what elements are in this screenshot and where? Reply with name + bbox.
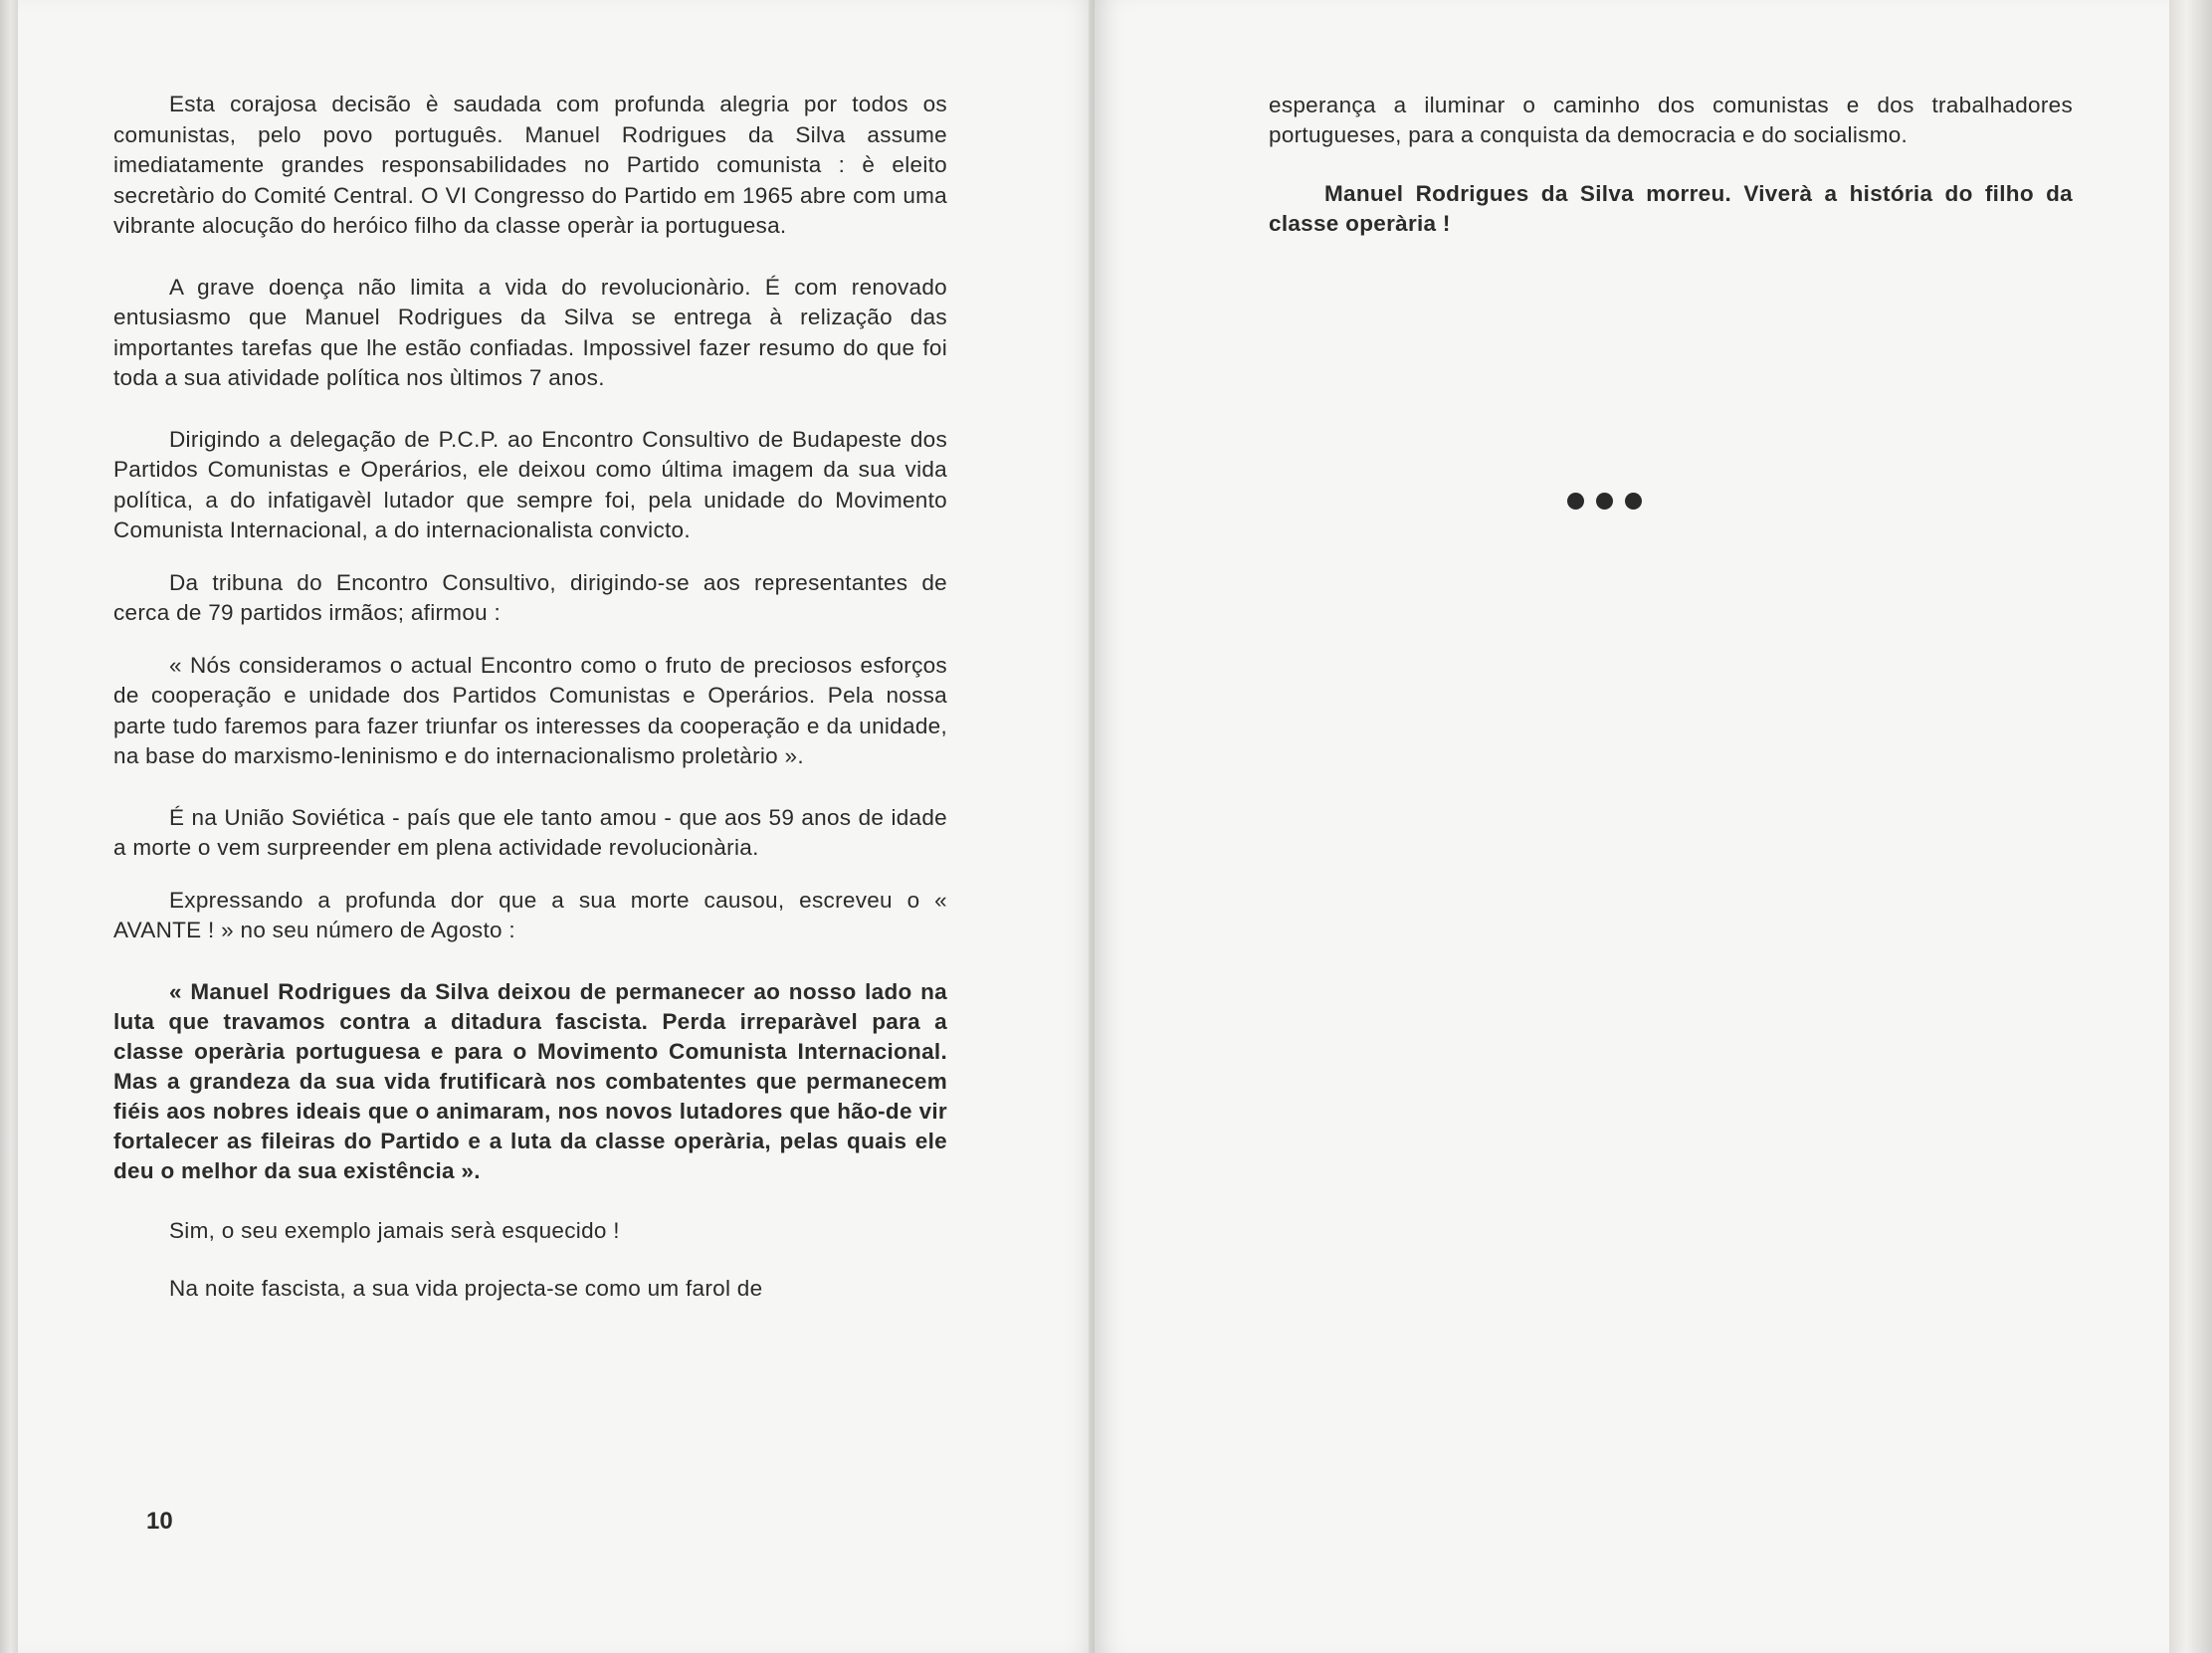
left-page-edges <box>0 0 18 1653</box>
page-number: 10 <box>146 1508 173 1535</box>
paragraph: Dirigindo a delegação de P.C.P. ao Encontro Consultivo de Budapeste dos Partidos Comunistas e Operários, ele deixou como última imagem da sua vida política, a do infatigavèl lutador que sempre foi, pela unidade do Movimento Comunista Internacional, a do internacionalista convicto. <box>113 426 947 542</box>
right-page <box>1095 0 2169 1653</box>
paragraph: Na noite fascista, a sua vida projecta-se como um farol de <box>169 1276 763 1301</box>
dot-icon <box>1625 493 1642 510</box>
left-text-column <box>113 90 947 1336</box>
right-page-edges <box>2169 0 2212 1653</box>
paragraph: Esta corajosa decisão è saudada com profunda alegria por todos os comunistas, pelo povo português. Manuel Rodrigues da Silva assume imediatamente grandes responsabilidades no Partido comunista : è eleito secretàrio do Comité Central. O VI Congresso do Partido em 1965 abre com uma vibrante alocução do heróico filho da classe operàr ia portuguesa. <box>113 92 947 238</box>
avante-quote: « Manuel Rodrigues da Silva deixou de permanecer ao nosso lado na luta que travamos contra a ditadura fascista. Perda irreparàvel para a classe operària portuguesa e para o Movimento Comunista Internacional. Mas a grandeza da sua vida frutificarà nos combatentes que permanecem fiéis aos nobres ideais que o animaram, nos novos lutadores que hão-de vir fortalecer as fileiras do Partido e a luta da classe operària, pelas quais ele deu o melhor da sua existência ». <box>113 978 947 1183</box>
dot-icon <box>1596 493 1613 510</box>
dot-icon <box>1567 493 1584 510</box>
paragraph: Sim, o seu exemplo jamais serà esquecido ! <box>169 1217 620 1243</box>
paragraph: esperança a iluminar o caminho dos comunistas e dos trabalhadores portugueses, para a conquista da democracia e do socialismo. <box>1269 93 2073 147</box>
paragraph: Expressando a profunda dor que a sua morte causou, escreveu o « AVANTE ! » no seu número de Agosto : <box>113 887 947 942</box>
closing-statement: Manuel Rodrigues da Silva morreu. Viverà a história do filho da classe operària ! <box>1269 181 2073 236</box>
paragraph: A grave doença não limita a vida do revolucionàrio. É com renovado entusiasmo que Manuel Rodrigues da Silva se entrega à relização das importantes tarefas que lhe estão confiadas. Impossivel fazer resumo do que foi toda a sua atividade política nos ùltimos 7 anos. <box>113 274 947 390</box>
left-page <box>18 0 1095 1653</box>
paragraph: É na União Soviética - país que ele tanto amou - que aos 59 anos de idade a morte o vem surpreender em plena actividade revolucionària. <box>113 804 947 860</box>
three-dots-ornament <box>1567 493 1642 510</box>
paragraph: Da tribuna do Encontro Consultivo, dirigindo-se aos representantes de cerca de 79 partidos irmãos; afirmou : <box>113 569 947 625</box>
quote-paragraph: « Nós consideramos o actual Encontro como o fruto de preciosos esforços de cooperação e unidade dos Partidos Comunistas e Operários. Pela nossa parte tudo faremos para fazer triunfar os interesses da cooperação e da unidade, na base do marxismo-leninismo e do internacionalismo proletàrio ». <box>113 652 947 768</box>
right-text-column <box>1269 91 2073 268</box>
